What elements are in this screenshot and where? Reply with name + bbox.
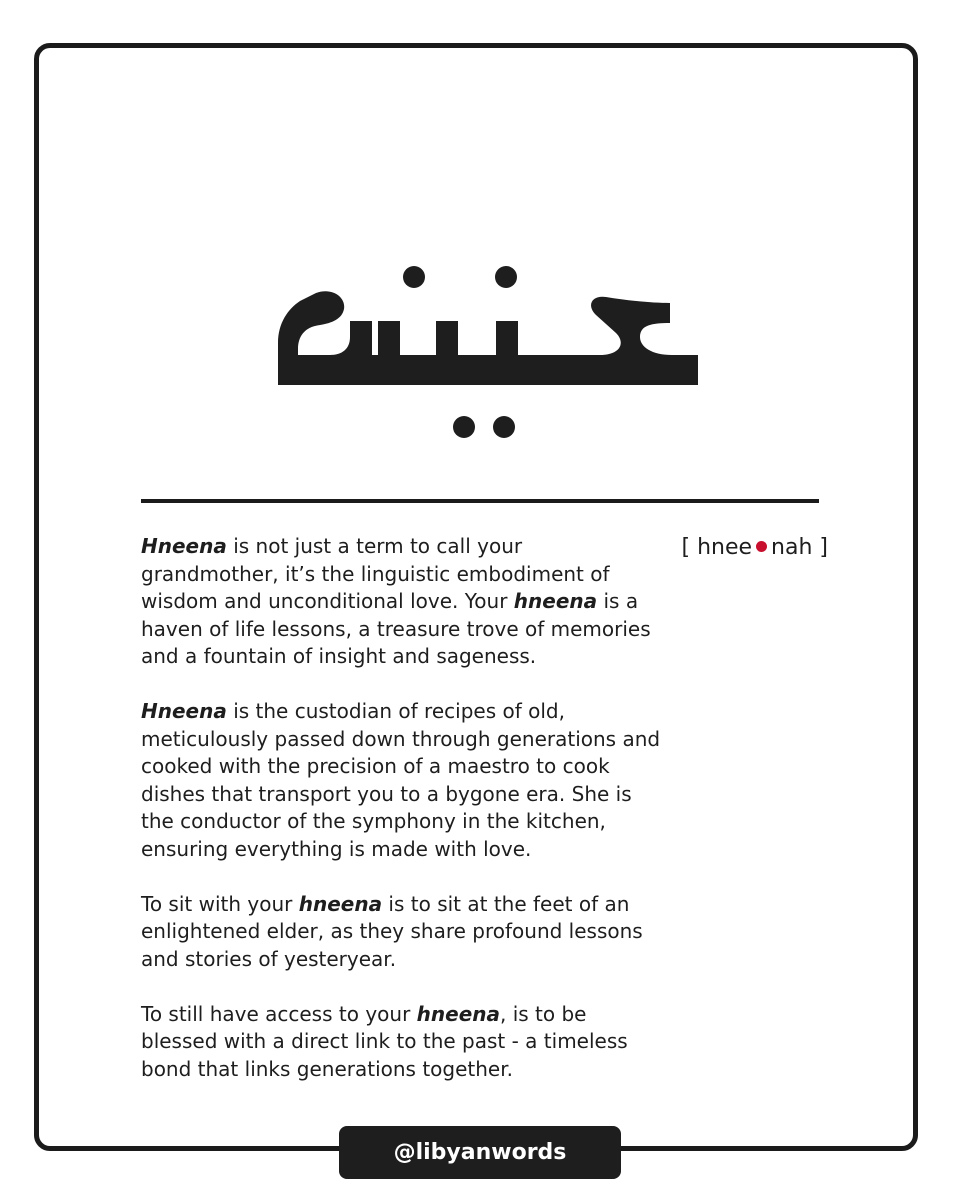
keyword: Hneena — [141, 699, 227, 723]
pronunciation-part-1: hnee — [697, 535, 753, 560]
text-segment: is to sit at the feet of an enlightened elder, as they share profound lessons and stories of yesteryear. — [141, 891, 643, 971]
text-segment: , is to be blessed with a direct link to the past - a timeless bond that links generations together. — [141, 1001, 628, 1081]
paragraph-1 — [141, 533, 661, 671]
pronunciation — [668, 534, 828, 562]
arabic-word-calligraphy — [0, 225, 960, 455]
paragraph-2 — [141, 698, 661, 863]
definition-body — [141, 533, 661, 1111]
social-handle-badge[interactable]: @libyanwords — [339, 1126, 621, 1179]
keyword: hneena — [298, 891, 383, 916]
keyword: hneena — [513, 589, 598, 613]
text-segment: is not just a term to call your grandmother, it’s the linguistic embodiment of wisdom and unconditional love. Your — [141, 534, 610, 613]
text-segment: To sit with your — [141, 891, 299, 916]
keyword: Hneena — [141, 534, 227, 558]
pronunciation-part-2: nah — [771, 535, 813, 560]
syllable-dot-icon — [756, 541, 767, 552]
text-segment: To still have access to your — [141, 1001, 417, 1026]
paragraph-3 — [141, 891, 661, 974]
paragraph-4 — [141, 1001, 661, 1084]
keyword: hneena — [416, 1001, 500, 1026]
pronunciation-close-bracket: ] — [819, 535, 828, 560]
text-segment: is the custodian of recipes of old, meticulously passed down through generations and cooked with the precision of a maestro to cook dishes that transport you to a bygone era. She is the conductor of the symphony in the kitchen, ensuring everything is made with love. — [141, 699, 661, 861]
section-divider — [141, 499, 819, 503]
pronunciation-open-bracket: [ — [681, 535, 691, 560]
text-segment: is a haven of life lessons, a treasure trove of memories and a fountain of insight and sageness. — [141, 589, 651, 668]
